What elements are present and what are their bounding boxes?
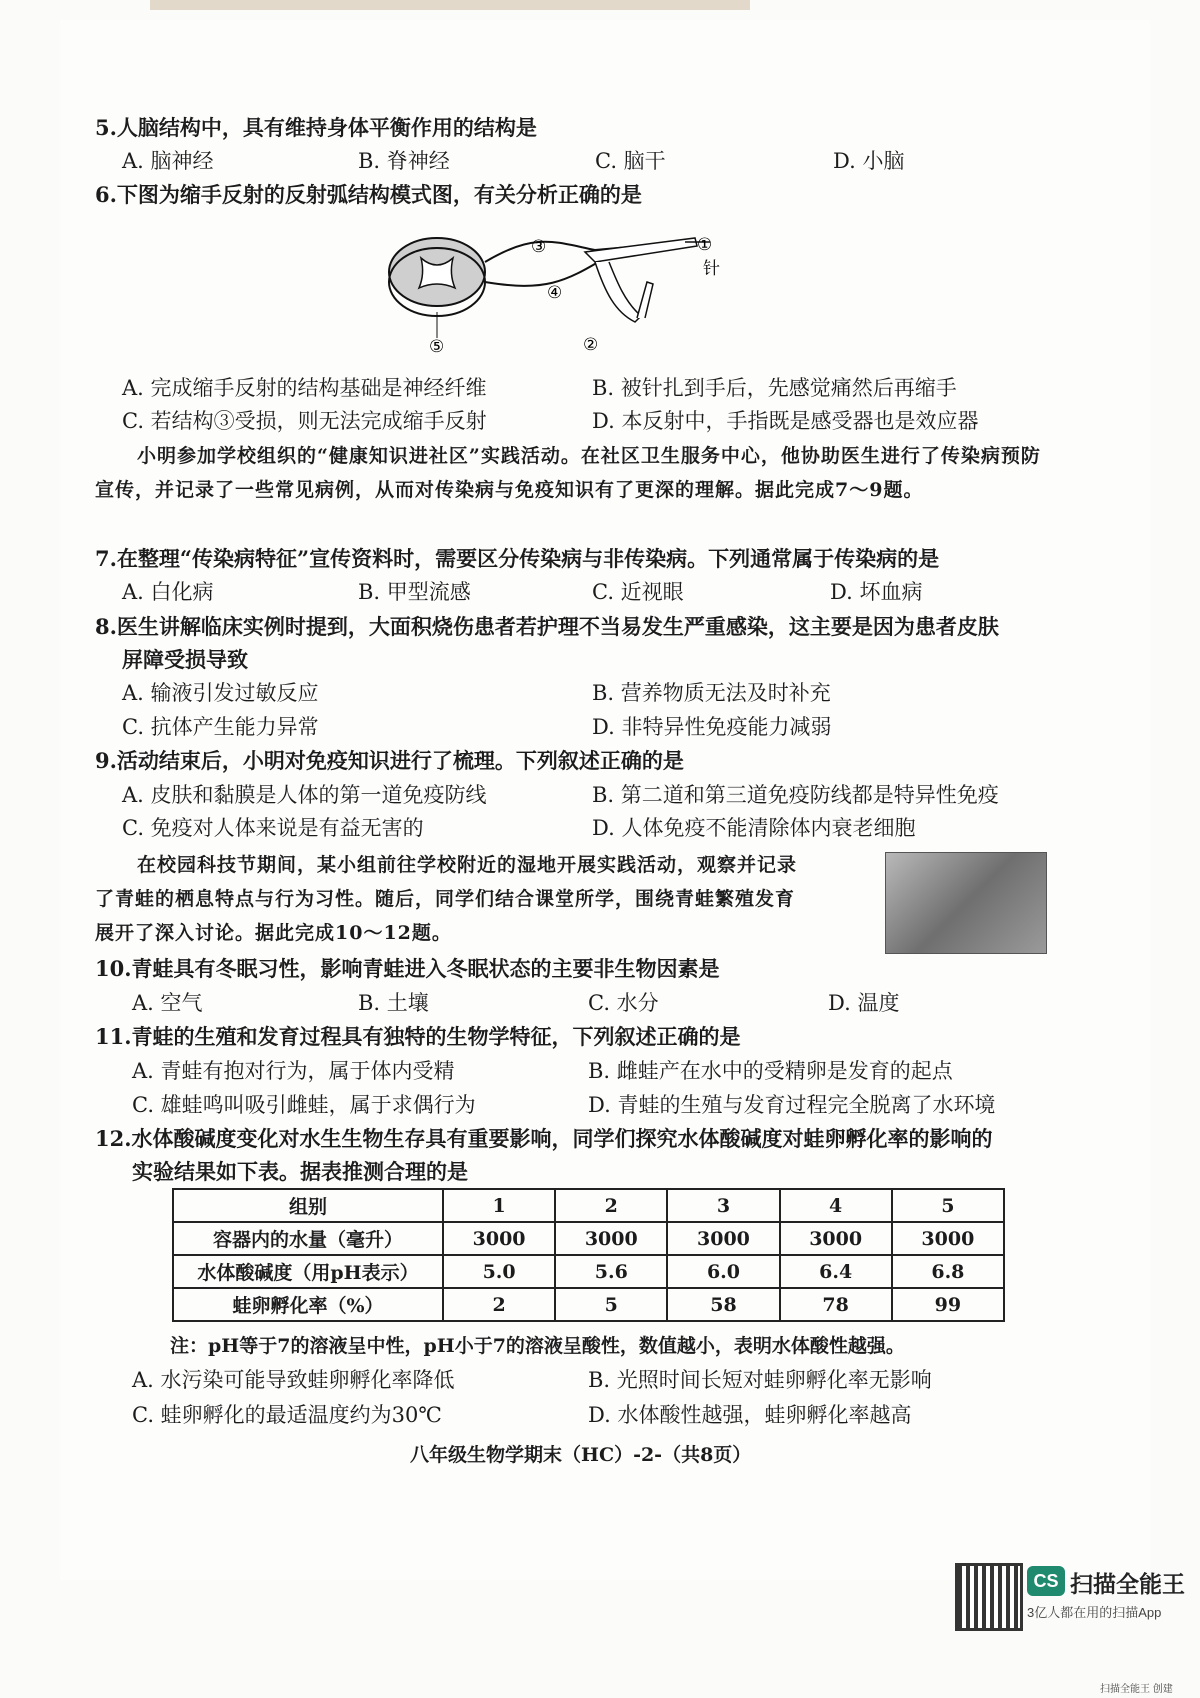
results-table	[172, 1188, 1005, 1322]
table-cell: 6.4	[780, 1255, 892, 1288]
q5-option-b: B. 脊神经	[358, 149, 450, 173]
scanner-corner-mark: 扫描全能王 创建	[1100, 1684, 1173, 1695]
table-row	[173, 1255, 1004, 1288]
q12-option-c: C. 蛙卵孵化的最适温度约为30℃	[132, 1403, 442, 1427]
question-9-stem: 9.活动结束后，小明对免疫知识进行了梳理。下列叙述正确的是	[95, 748, 684, 773]
question-12-stem-cont: 实验结果如下表。据表推测合理的是	[132, 1159, 468, 1184]
q9-option-a: A. 皮肤和黏膜是人体的第一道免疫防线	[122, 783, 487, 807]
table-cell: 3000	[780, 1222, 892, 1255]
table-cell: 4	[780, 1189, 892, 1222]
table-cell: 5.6	[555, 1255, 667, 1288]
question-6-stem: 6.下图为缩手反射的反射弧结构模式图，有关分析正确的是	[95, 182, 642, 207]
question-11-stem: 11.青蛙的生殖和发育过程具有独特的生物学特征，下列叙述正确的是	[95, 1024, 741, 1049]
q10-option-b: B. 土壤	[358, 991, 429, 1015]
question-5-stem: 5.人脑结构中，具有维持身体平衡作用的结构是	[95, 115, 537, 140]
q10-option-a: A. 空气	[132, 991, 203, 1015]
diagram-label-5: ⑤	[429, 337, 445, 354]
q9-option-b: B. 第二道和第三道免疫防线都是特异性免疫	[592, 783, 999, 807]
diagram-label-needle: 针	[703, 259, 720, 279]
q8-option-c: C. 抗体产生能力异常	[122, 715, 319, 739]
question-12-stem: 12.水体酸碱度变化对水生生物生存具有重要影响，同学们探究水体酸碱度对蛙卵孵化率的影响的	[95, 1126, 993, 1151]
table-row	[173, 1189, 1004, 1222]
q8-option-d: D. 非特异性免疫能力减弱	[592, 715, 832, 739]
table-cell: 3000	[667, 1222, 779, 1255]
q10-option-d: D. 温度	[828, 991, 900, 1015]
table-cell: 2	[443, 1288, 555, 1321]
qr-code-icon	[955, 1563, 1023, 1631]
passage-10-12-line3: 展开了深入讨论。据此完成10～12题。	[95, 922, 452, 944]
table-cell: 6.8	[892, 1255, 1004, 1288]
q8-option-b: B. 营养物质无法及时补充	[592, 681, 831, 705]
table-cell: 3	[667, 1189, 779, 1222]
q7-option-c: C. 近视眼	[592, 580, 684, 604]
table-cell: 组别	[173, 1189, 443, 1222]
table-cell: 99	[892, 1288, 1004, 1321]
table-cell: 5	[892, 1189, 1004, 1222]
q11-option-a: A. 青蛙有抱对行为，属于体内受精	[132, 1059, 455, 1083]
q11-option-b: B. 雌蛙产在水中的受精卵是发育的起点	[588, 1059, 953, 1083]
table-row	[173, 1288, 1004, 1321]
q12-option-a: A. 水污染可能导致蛙卵孵化率降低	[132, 1368, 455, 1392]
q5-option-a: A. 脑神经	[122, 149, 214, 173]
q8-option-a: A. 输液引发过敏反应	[122, 681, 319, 705]
table-cell: 5	[555, 1288, 667, 1321]
question-8-stem: 8.医生讲解临床实例时提到，大面积烧伤患者若护理不当易发生严重感染，这主要是因为患者皮肤	[95, 614, 999, 639]
q11-option-d: D. 青蛙的生殖与发育过程完全脱离了水环境	[588, 1093, 996, 1117]
camscanner-logo: CS	[1027, 1566, 1065, 1596]
q12-option-b: B. 光照时间长短对蛙卵孵化率无影响	[588, 1368, 932, 1392]
q6-option-d: D. 本反射中，手指既是感受器也是效应器	[592, 409, 979, 433]
scanner-tagline: 3亿人都在用的扫描App	[1027, 1605, 1162, 1620]
scanner-brand: 扫描全能王	[1070, 1571, 1185, 1597]
question-10-stem: 10.青蛙具有冬眠习性，影响青蛙进入冬眠状态的主要非生物因素是	[95, 956, 720, 981]
q6-option-b: B. 被针扎到手后，先感觉痛然后再缩手	[592, 376, 957, 400]
table-cell: 6.0	[667, 1255, 779, 1288]
table-cell: 5.0	[443, 1255, 555, 1288]
question-7-stem: 7.在整理“传染病特征”宣传资料时，需要区分传染病与非传染病。下列通常属于传染病的是	[95, 546, 940, 571]
frog-photo	[885, 852, 1047, 954]
diagram-label-2: ②	[583, 335, 599, 354]
table-cell: 3000	[443, 1222, 555, 1255]
table-cell: 水体酸碱度（用pH表示）	[173, 1255, 443, 1288]
table-cell: 1	[443, 1189, 555, 1222]
q7-option-b: B. 甲型流感	[358, 580, 471, 604]
reflex-arc-diagram	[385, 222, 725, 354]
diagram-label-1: ①	[697, 235, 713, 255]
q7-option-d: D. 坏血病	[830, 580, 923, 604]
table-cell: 2	[555, 1189, 667, 1222]
diagram-label-4: ④	[547, 283, 563, 303]
table-cell: 3000	[555, 1222, 667, 1255]
q5-option-d: D. 小脑	[833, 149, 905, 173]
table-cell: 78	[780, 1288, 892, 1321]
page-footer: 八年级生物学期末（HC）-2-（共8页）	[410, 1444, 752, 1466]
passage-10-12-line1: 在校园科技节期间，某小组前往学校附近的湿地开展实践活动，观察并记录	[137, 854, 798, 876]
q5-option-c: C. 脑干	[595, 149, 666, 173]
q11-option-c: C. 雄蛙鸣叫吸引雌蛙，属于求偶行为	[132, 1093, 476, 1117]
q6-option-c: C. 若结构③受损，则无法完成缩手反射	[122, 409, 487, 433]
q6-option-a: A. 完成缩手反射的结构基础是神经纤维	[122, 376, 487, 400]
table-note: 注：pH等于7的溶液呈中性，pH小于7的溶液呈酸性，数值越小，表明水体酸性越强。	[170, 1335, 905, 1357]
table-cell: 58	[667, 1288, 779, 1321]
passage-7-9: 小明参加学校组织的“健康知识进社区”实践活动。在社区卫生服务中心，他协助医生进行了传染病预防宣传，并记录了一些常见病例，从而对传染病与免疫知识有了更深的理解。据此完成7～9题。	[95, 445, 1041, 501]
q7-option-a: A. 白化病	[122, 580, 214, 604]
q12-option-d: D. 水体酸性越强，蛙卵孵化率越高	[588, 1403, 912, 1427]
q10-option-c: C. 水分	[588, 991, 659, 1015]
table-cell: 容器内的水量（毫升）	[173, 1222, 443, 1255]
passage-10-12-line2: 了青蛙的栖息特点与行为习性。随后，同学们结合课堂所学，围绕青蛙繁殖发育	[95, 888, 796, 910]
q9-option-c: C. 免疫对人体来说是有益无害的	[122, 816, 424, 840]
table-cell: 3000	[892, 1222, 1004, 1255]
diagram-label-3: ③	[531, 237, 547, 257]
scan-top-strip	[150, 0, 750, 10]
table-cell: 蛙卵孵化率（%）	[173, 1288, 443, 1321]
table-row	[173, 1222, 1004, 1255]
q9-option-d: D. 人体免疫不能清除体内衰老细胞	[592, 816, 916, 840]
question-8-stem-cont: 屏障受损导致	[122, 647, 248, 672]
